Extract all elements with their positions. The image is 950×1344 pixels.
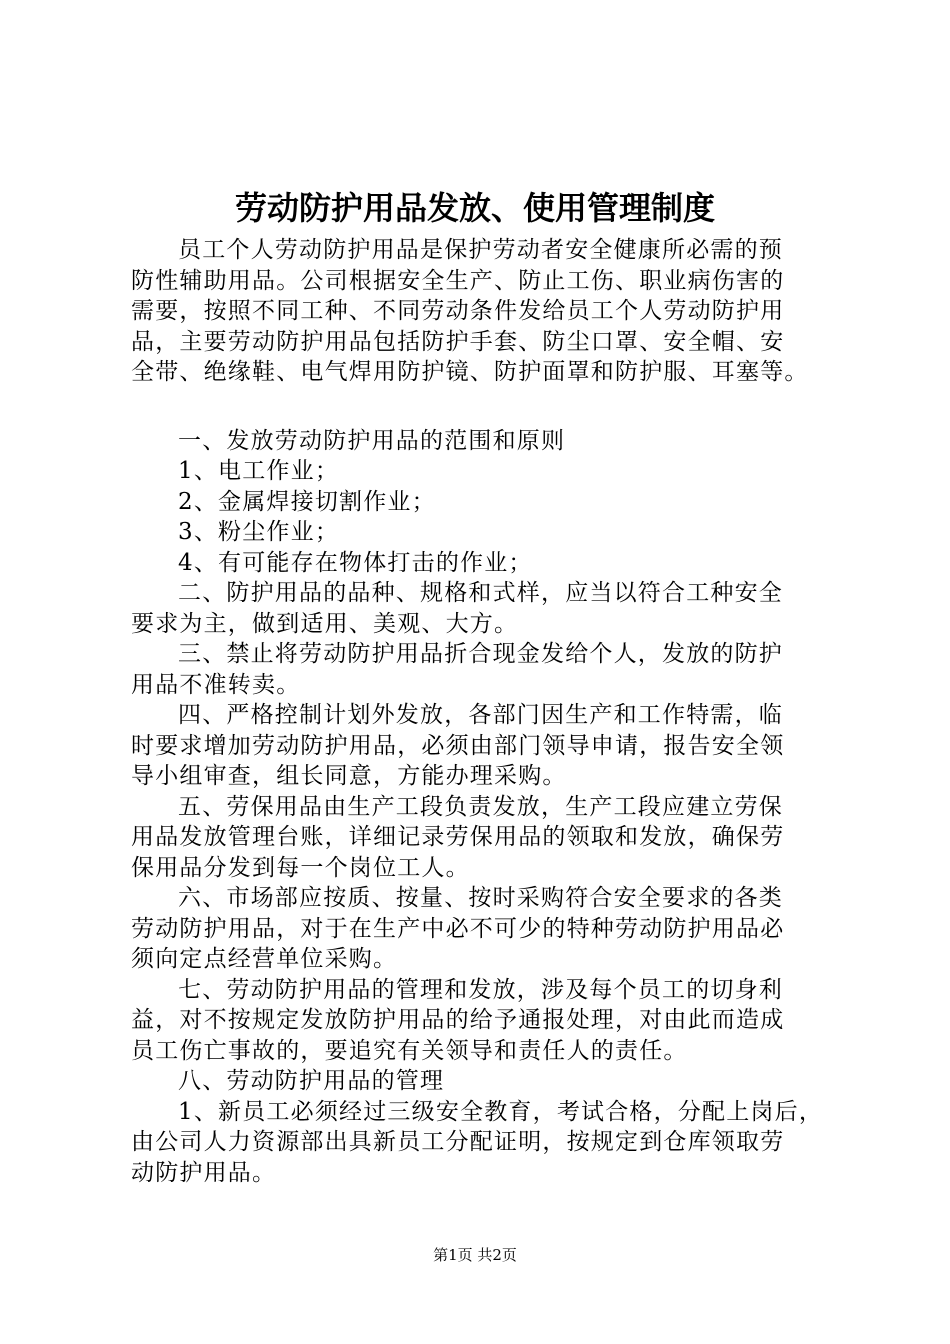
body-line: 员工个人劳动防护用品是保护劳动者安全健康所必需的预 xyxy=(178,237,783,263)
list-item: 1、电工作业； xyxy=(178,458,340,484)
body-line: 需要，按照不同工种、不同劳动条件发给员工个人劳动防护用 xyxy=(131,298,785,324)
body-line: 五、劳保用品由生产工段负责发放，生产工段应建立劳保 xyxy=(178,793,783,820)
body-line: 须向定点经营单位采购。 xyxy=(131,946,398,972)
paragraph-gap xyxy=(131,388,831,426)
body-line: 动防护用品。 xyxy=(131,1159,277,1186)
list-item: 3、粉尘作业； xyxy=(178,519,340,545)
body-line: 二、防护用品的品种、规格和式样，应当以符合工种安全 xyxy=(178,580,783,606)
body-line: 三、禁止将劳动防护用品折合现金发给个人，发放的防护 xyxy=(178,641,783,667)
body-line: 用品发放管理台账，详细记录劳保用品的领取和发放，确保劳 xyxy=(131,824,785,850)
body-line: 六、市场部应按质、按量、按时采购符合安全要求的各类 xyxy=(178,885,783,911)
body-line: 四、严格控制计划外发放，各部门因生产和工作特需，临 xyxy=(178,702,783,728)
body-line: 品，主要劳动防护用品包括防护手套、防尘口罩、安全帽、安 xyxy=(131,328,785,355)
page-footer: 第1页 共2页 xyxy=(433,1246,517,1264)
body-line: 保用品分发到每一个岗位工人。 xyxy=(131,854,470,881)
section-heading: 八、劳动防护用品的管理 xyxy=(178,1068,445,1094)
body-line: 益，对不按规定发放防护用品的给予通报处理，对由此而造成 xyxy=(131,1007,785,1033)
body-line: 要求为主，做到适用、美观、大方。 xyxy=(131,610,519,637)
body-line: 七、劳动防护用品的管理和发放，涉及每个员工的切身利 xyxy=(178,976,783,1003)
body-line: 全带、绝缘鞋、电气焊用防护镜、防护面罩和防护服、耳塞等。 xyxy=(131,359,809,385)
section-heading: 一、发放劳动防护用品的范围和原则 xyxy=(178,427,566,454)
body-line: 时要求增加劳动防护用品，必须由部门领导申请，报告安全领 xyxy=(131,732,785,759)
document-title: 劳动防护用品发放、使用管理制度 xyxy=(234,189,715,227)
list-item: 2、金属焊接切割作业； xyxy=(178,488,436,515)
body-line: 防性辅助用品。公司根据安全生产、防止工伤、职业病伤害的 xyxy=(131,267,785,294)
body-line: 用品不准转卖。 xyxy=(131,671,301,698)
document-body xyxy=(131,235,831,1188)
body-line: 导小组审查，组长同意，方能办理采购。 xyxy=(131,763,567,789)
list-item: 4、有可能存在物体打击的作业； xyxy=(178,549,533,576)
body-line: 1、新员工必须经过三级安全教育，考试合格，分配上岗后， xyxy=(178,1098,824,1125)
body-line: 员工伤亡事故的，要追究有关领导和责任人的责任。 xyxy=(131,1037,688,1064)
body-line: 由公司人力资源部出具新员工分配证明，按规定到仓库领取劳 xyxy=(131,1129,785,1155)
body-line: 劳动防护用品，对于在生产中必不可少的特种劳动防护用品必 xyxy=(131,915,785,942)
